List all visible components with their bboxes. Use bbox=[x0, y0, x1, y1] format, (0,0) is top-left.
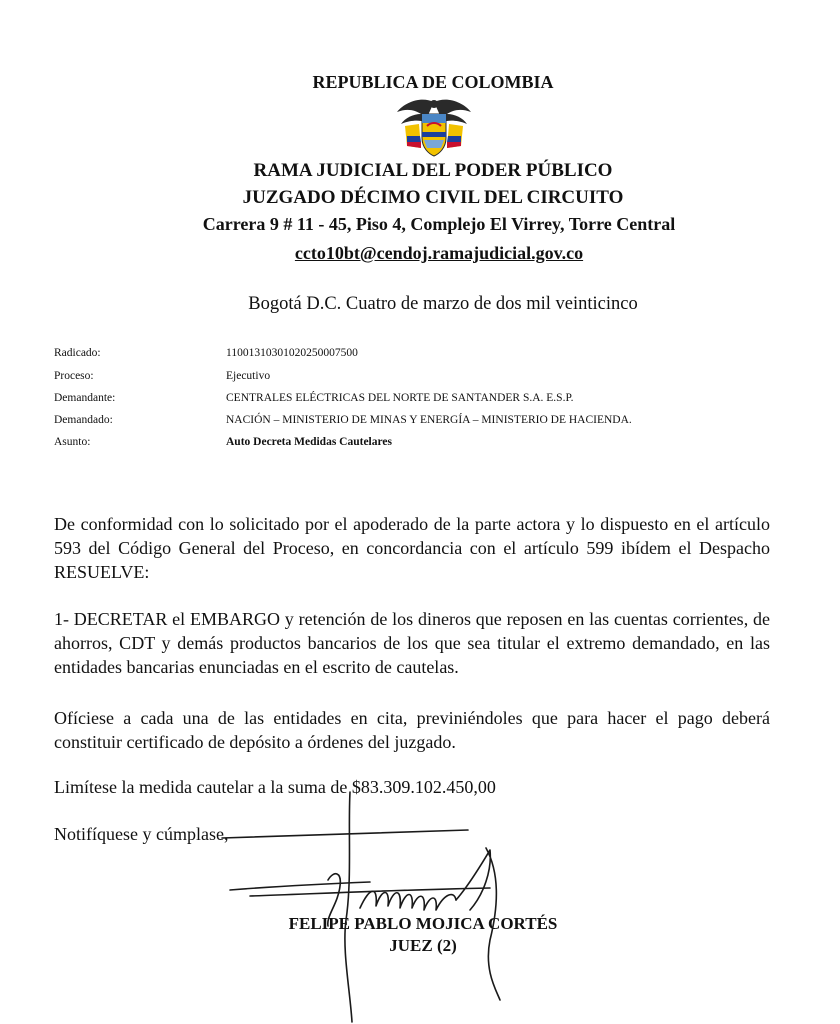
court-email-link[interactable]: ccto10bt@cendoj.ramajudicial.gov.co bbox=[294, 243, 584, 263]
signer-name: FELIPE PABLO MOJICA CORTÉS bbox=[288, 914, 558, 933]
body-paragraph: 1- DECRETAR el EMBARGO y retención de los dineros que reposen en las cuentas corrientes, de ahorros, CDT y demás productos bancarios de los que sea titular el extremo demandado, en las entidades bancarias enunciadas en el escrito de cautelas. bbox=[54, 609, 770, 677]
closing-line: Notifíquese y cúmplase, bbox=[54, 824, 229, 844]
court-heading: JUZGADO DÉCIMO CIVIL DEL CIRCUITO bbox=[242, 187, 624, 208]
body-paragraph: De conformidad con lo solicitado por el apoderado de la parte actora y lo dispuesto en el artículo 593 del Código General del Proceso, en concordancia con el artículo 599 ibídem el Despacho RESUELVE: bbox=[54, 514, 770, 582]
case-info-value: Auto Decreta Medidas Cautelares bbox=[226, 436, 392, 448]
coat-of-arms-icon bbox=[391, 96, 477, 158]
case-info-label: Demandado: bbox=[54, 414, 113, 426]
case-info-value: Ejecutivo bbox=[226, 370, 271, 382]
branch-heading: RAMA JUDICIAL DEL PODER PÚBLICO bbox=[253, 160, 613, 181]
case-info-label: Proceso: bbox=[54, 370, 94, 382]
case-info-value: NACIÓN – MINISTERIO DE MINAS Y ENERGÍA – MINISTERIO DE HACIENDA. bbox=[226, 414, 632, 426]
date-line: Bogotá D.C. Cuatro de marzo de dos mil veinticinco bbox=[248, 294, 638, 314]
signer-role: JUEZ (2) bbox=[389, 936, 457, 955]
case-info-label: Radicado: bbox=[54, 347, 101, 359]
body-paragraph: Limítese la medida cautelar a la suma de $83.309.102.450,00 bbox=[54, 777, 496, 797]
case-info-label: Demandante: bbox=[54, 392, 116, 404]
court-address: Carrera 9 # 11 - 45, Piso 4, Complejo El Virrey, Torre Central bbox=[202, 214, 676, 234]
body-paragraph: Ofíciese a cada una de las entidades en cita, previniéndoles que para hacer el pago deberá constituir certificado de depósito a órdenes del juzgado. bbox=[54, 708, 770, 752]
case-info-value: 11001310301020250007500 bbox=[226, 347, 358, 359]
case-info-label: Asunto: bbox=[54, 436, 91, 448]
country-heading: REPUBLICA DE COLOMBIA bbox=[312, 72, 554, 92]
case-info-value: CENTRALES ELÉCTRICAS DEL NORTE DE SANTANDER S.A. E.S.P. bbox=[226, 392, 574, 404]
